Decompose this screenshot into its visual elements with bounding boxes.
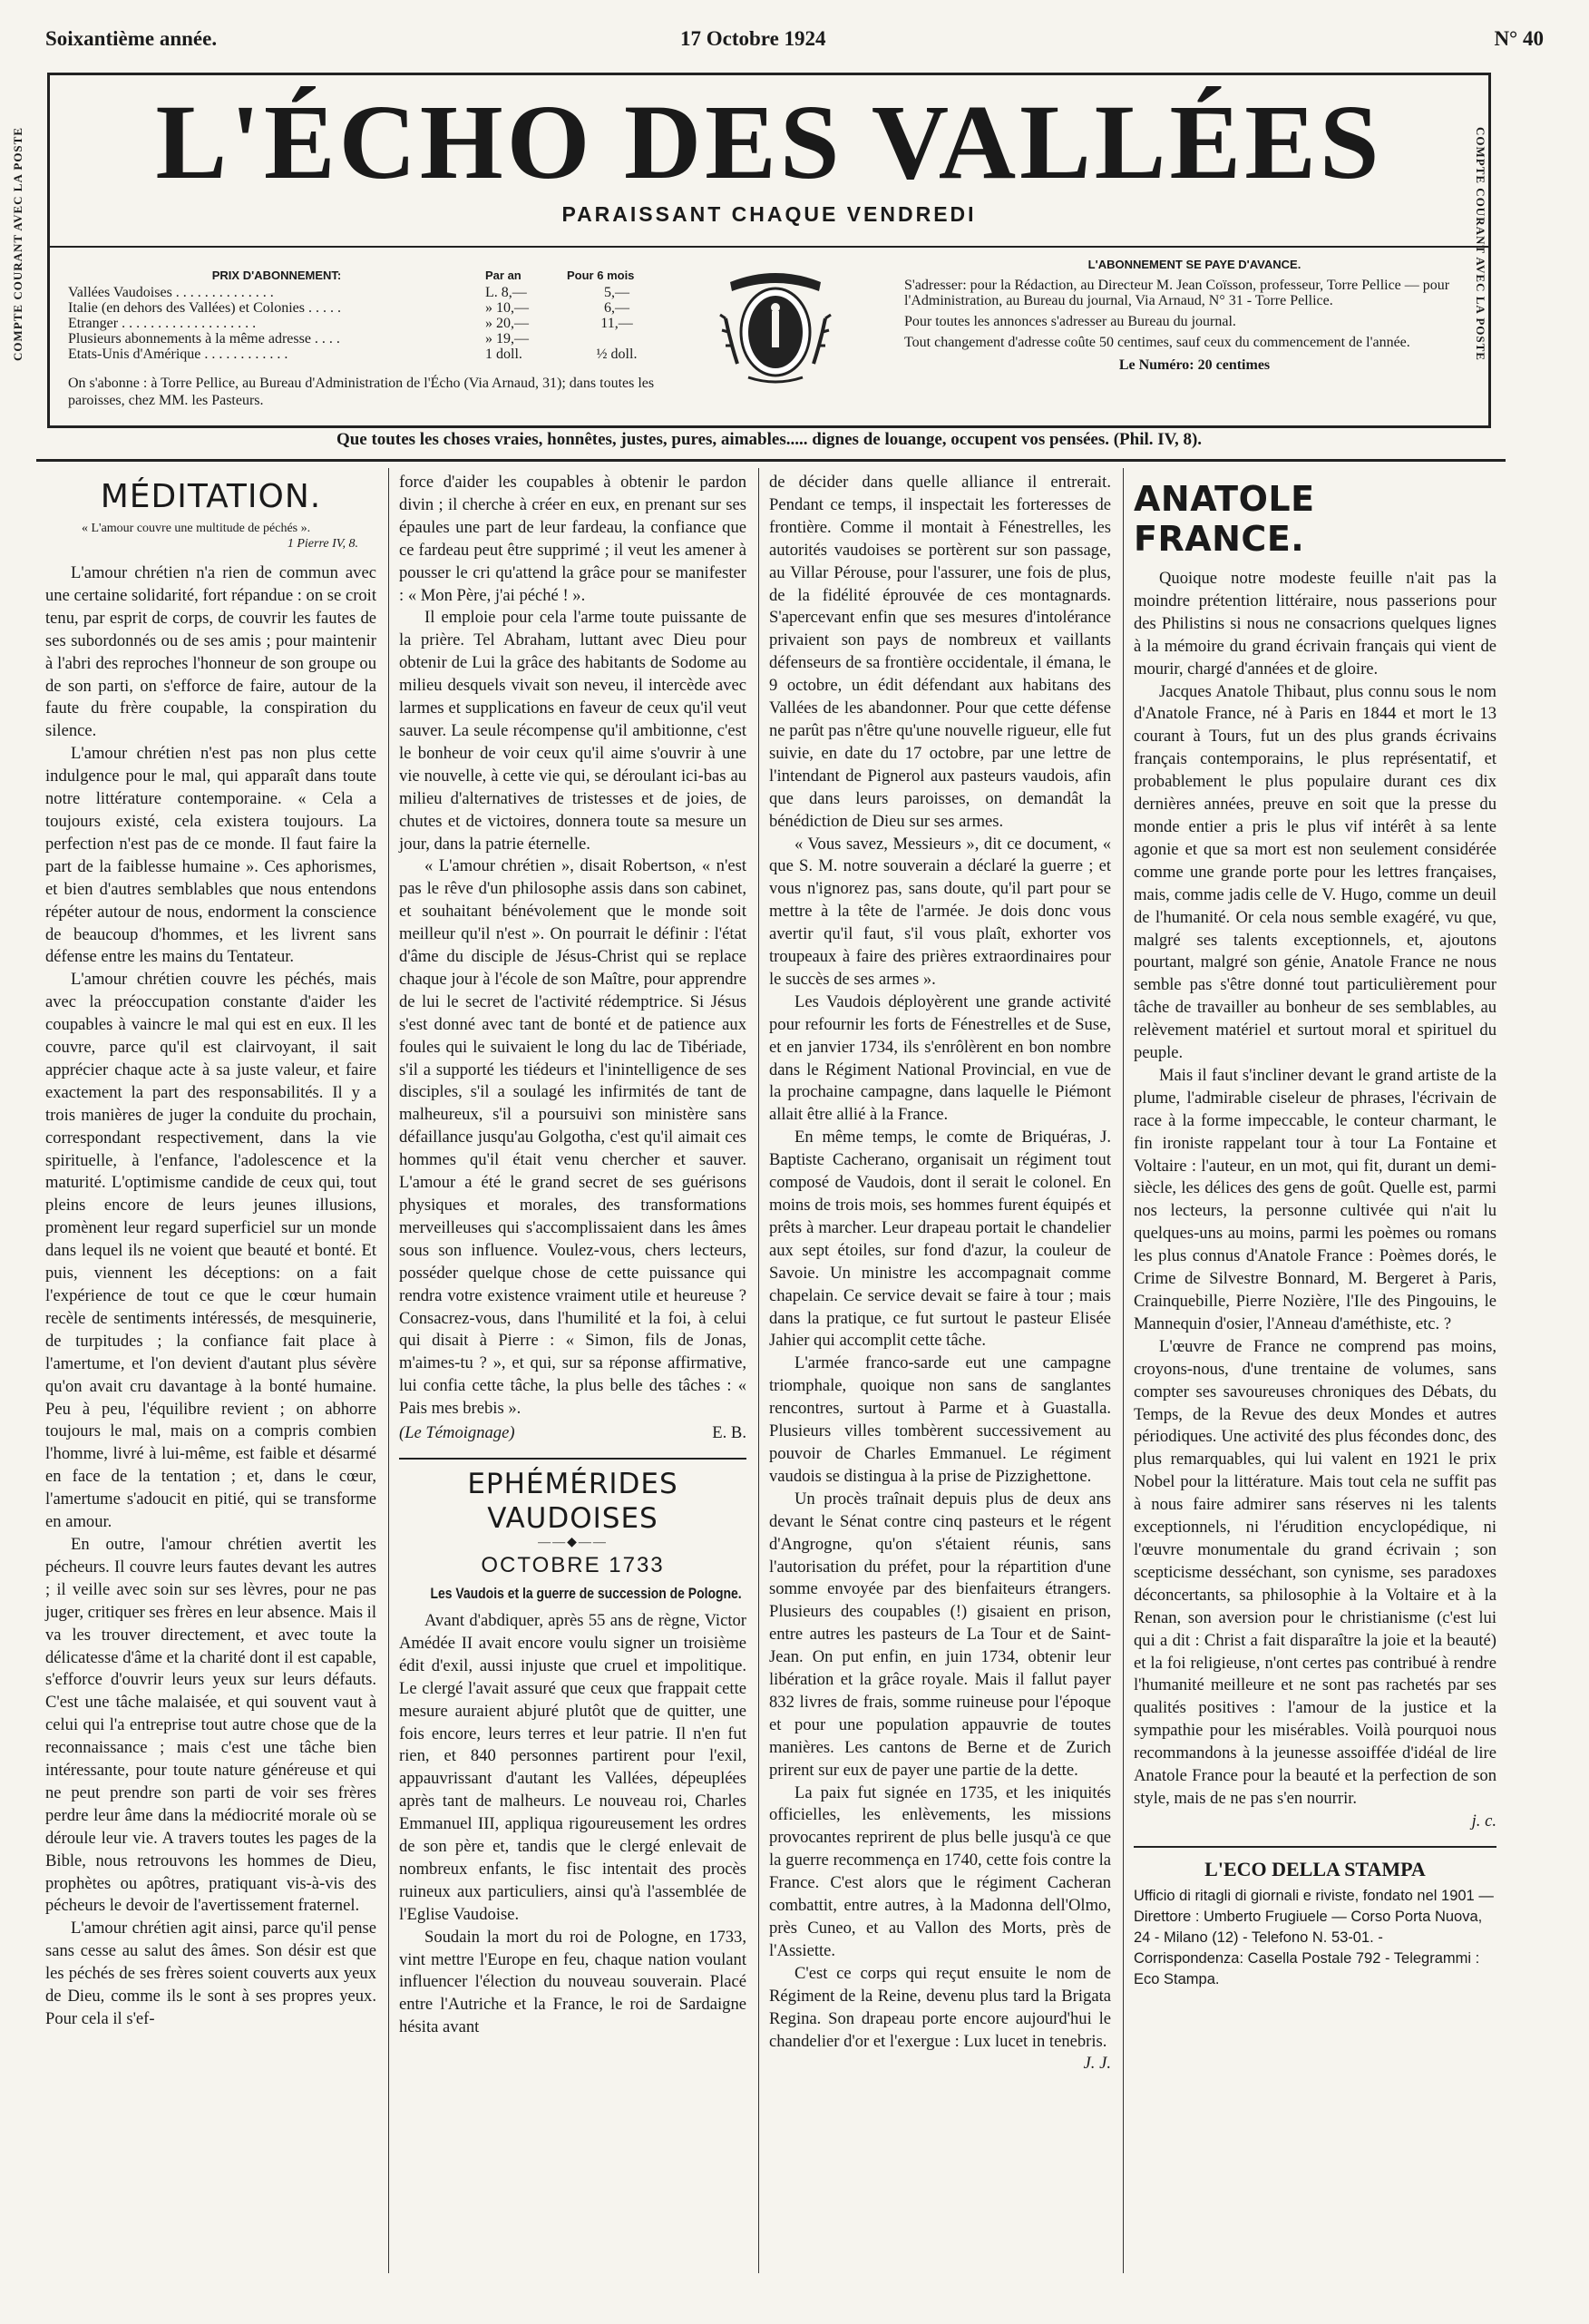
price-row bbox=[68, 316, 667, 331]
price-year: » 19,— bbox=[485, 331, 529, 347]
ad-title: L'ECO DELLA STAMPA bbox=[1204, 1857, 1426, 1880]
section-date: OCTOBRE 1733 bbox=[481, 1552, 665, 1577]
price-row bbox=[68, 347, 667, 362]
waldensian-emblem-icon bbox=[712, 255, 839, 391]
price-label: Etranger . . . . . . . . . . . . . . . . . . . bbox=[68, 316, 257, 331]
paragraph: L'armée franco-sarde eut une campagne triomphale, quoique non sans de sanglantes rencontres, surtout à Parme et à Guastalla. Plusieurs villes tombèrent successivement au pouvoir de Charles Emmanuel. Le régiment vaudois se distingua à la prise de Pizzighettone. bbox=[769, 1353, 1111, 1486]
paragraph: La paix fut signée en 1735, et les iniquités officielles, les enlèvements, les missions provocantes reprirent de plus belle jusqu'à ce que la guerre recommença en 1740, cette fois contre la France. C'est alors que le régiment Cacheran combattit, entre autres, à la Madonna dell'Olmo, près Cuneo, et au Vallon des Morts, près de l'Assiette. bbox=[769, 1782, 1111, 1960]
author-initials: E. B. bbox=[712, 1423, 746, 1443]
paragraph: L'amour chrétien n'est pas non plus cette indulgence pour le mal, qui apparaît dans toute notre littérature contemporaine. « Cela a toujours existé, cela existera toujours. La perfection n'est pas de ce monde. Il faut faire la part de la faiblesse humaine ». Ces aphorismes, et bien d'autres semblables que nous entendons répéter autour de nous, endorment la conscience de beaucoup d'hommes, et les livrent sans défense entre les mains du Tentateur. bbox=[45, 744, 376, 967]
paragraph: « Vous savez, Messieurs », dit ce document, « que S. M. notre souverain a déclaré la guerre ; et vous n'ignorez pas, sans doute, qu'il part pour se mettre à la tête de l'armée. Je dois donc vous avertir qu'il faut, s'il vous plaît, exhorter vos troupeaux à faire des prières extraordinaires pour le succès de ses armes ». bbox=[769, 834, 1111, 989]
price-row bbox=[68, 331, 667, 347]
author-initials: j. c. bbox=[1471, 1811, 1496, 1831]
price-year: L. 8,— bbox=[485, 285, 527, 300]
paragraph: L'amour chrétien couvre les péchés, mais avec la préoccupation constante d'aider les coupables à vaincre le mal qui est en eux. Il les couvre, parce qu'il est clairvoyant, il sait apprécier chaque acte à sa juste valeur, et faire exactement la part des responsabilités. Il y a trois manières de juger la conduite du prochain, correspondant respectivement, dans la vie spirituelle, à l'enfance, l'adolescence et la maturité. L'optimisme candide de ceux qui, tout pleins encore de leurs jeunes illusions, promènent leur regard superficiel sur un monde dans lequel ils ne voient que beauté et bonté. Et puis, viennent les déceptions: on a fait l'expérience de tout ce que le cœur humain recèle de sentiments intéressés, de mesquinerie, de turpitudes ; la confiance fait place à l'amertume, et l'on devient d'autant plus sévère qu'on avait cru davantage à la bonté humaine. Peu à peu, l'équilibre revient ; on abhorre toujours le mal, mais on a compris combien l'homme, livré à lui-même, est faible et désarmé en face de la tentation ; et, dans le cœur, l'amertume s'adoucit en pitié, qui se transforme en amour. bbox=[45, 970, 376, 1532]
volume-year: Soixantième année. bbox=[45, 27, 218, 50]
epigraph-ref: 1 Pierre IV, 8. bbox=[287, 537, 358, 551]
masthead bbox=[47, 73, 1491, 428]
source: (Le Témoignage) bbox=[399, 1423, 515, 1443]
price-year: 1 doll. bbox=[485, 347, 522, 362]
col-year-heading: Par an bbox=[485, 269, 522, 282]
column-meditation-cont bbox=[399, 472, 746, 2039]
side-text-right: COMPTE COURANT AVEC LA POSTE bbox=[1474, 127, 1487, 361]
price-label: Plusieurs abonnements à la même adresse . . . . bbox=[68, 331, 340, 347]
epigraph-text: « L'amour couvre une multitude de péchés ». bbox=[82, 522, 311, 535]
ad-body: Ufficio di ritagli di giornali e riviste, fondato nel 1901 — Direttore : Umberto Frugiuele — Corso Porta Nuova, 24 - Milano (12) - Telefono N. 53-01. - Corrispondenza: Casella Postale 792 - Telegrammi : Eco Stampa. bbox=[1134, 1887, 1494, 1987]
price-year: » 20,— bbox=[485, 316, 529, 331]
paragraph: C'est ce corps qui reçut ensuite le nom de Régiment de la Reine, devenu plus tard la Brigata Regina. Son drapeau porte encore aujourd'hui le chandelier d'or et l'exergue : Lux lucet in tenebris. bbox=[769, 1963, 1111, 2051]
ornament-icon: ——◆—— bbox=[538, 1535, 608, 1549]
price-label: Vallées Vaudoises . . . . . . . . . . . . . . bbox=[68, 285, 274, 300]
paragraph: force d'aider les coupables à obtenir le pardon divin ; il cherche à créer en eux, en prenant sur ses épaules une part de leur fardeau, la confiance que ce fardeau peut être supprimé ; il veut les amener à pousser le cri qu'attend la grâce pour se manifester : « Mon Père, j'ai péché ! ». bbox=[399, 473, 746, 605]
paragraph: Soudain la mort du roi de Pologne, en 1733, vint mettre l'Europe en feu, chaque nation voulant influencer l'élection du nouveau souverain. Placé entre l'Autriche et la France, le roi de Sardaigne hésita avant bbox=[399, 1927, 746, 2037]
paragraph: L'amour chrétien agit ainsi, parce qu'il pense sans cesse au salut des âmes. Son désir est que les péchés de ses frères soient couverts aux yeux de Dieu, comme ils le sont à ses propres yeux. Pour cela il s'ef- bbox=[45, 1919, 376, 2028]
ephemerides-header bbox=[399, 1458, 746, 1605]
paragraph: L'amour chrétien n'a rien de commun avec une certaine solidarité, fort répandue : on se croit tenu, par esprit de corps, de couvrir les fautes de ses subordonnés ou de ses amis ; pour maintenir à l'abri des reproches l'honneur de son groupe ou de son parti, on s'efforce de faire, autour de la faute du frère coupable, la conspiration du silence. bbox=[45, 563, 377, 741]
price-row bbox=[68, 300, 667, 316]
price-year: » 10,— bbox=[485, 300, 529, 316]
masthead-divider bbox=[50, 246, 1488, 248]
column-meditation bbox=[45, 472, 376, 2031]
paragraph: de décider dans quelle alliance il entrerait. Pendant ce temps, il inspectait les forteresses de frontière. Comme il montait à Fénestrelles, les autorités vaudoises se portèrent sur son passage, au Villar Pérouse, pour l'assurer, une fois de plus, de la fidélité éprouvée de ces montagnards. S'apercevant enfin que ses mesures d'intolérance privaient son pays de nombreux et vaillants défenseurs de sa frontière occidentale, il émana, le 9 octobre, un édit défendant aux habitans des Vallées de les abandonner. Pour que cette défense ne parût pas n'être qu'une nouvelle rigueur, elle fut suivie, en date du 17 octobre, par une lettre de l'intendant de Pignerol aux pasteurs vaudois, afin que dans leurs paroisses, on demandât la bénédiction de Dieu sur ses armes. bbox=[769, 473, 1111, 831]
address-change-info: Tout changement d'adresse coûte 50 centimes, sauf ceux du commencement de l'année. bbox=[904, 335, 1410, 350]
signature bbox=[399, 1422, 746, 1445]
paragraph: En même temps, le comte de Briquéras, J. Baptiste Cacherano, organisait un régiment tout composé de Vaudois, dont il serait le colonel. En moins de trois mois, ses hommes furent équipés et prêts à marcher. Leur drapeau portait le chandelier aux sept étoiles, sur fond d'azur, la couleur de Savoie. Un ministre les accompagnait comme chapelain. Ce service devait se faire à tour ; mais dans la pratique, ce fut surtout le pasteur Elisée Jahier qui accomplit cette tâche. bbox=[769, 1128, 1111, 1351]
section-subtitle: Les Vaudois et la guerre de succession de Pologne. bbox=[430, 1584, 742, 1602]
paragraph: Un procès traînait depuis plus de deux ans devant le Sénat contre cinq pasteurs et le régent d'Angrogne, qu'on s'étaient réunis, sans l'autorisation du préfet, pour la répartition d'une somme envoyée par des bienfaiteurs étrangers. Plusieurs des coupables (!) gisaient en prison, entre autres les pasteurs de La Tour et de Saint-Jean. On put enfin, en juin 1734, obtenir leur libération et la grâce royale. Mais il fallut payer 832 livres de frais, somme ruineuse pour l'époque et pour une population appauvrie de toutes manières. Les cantons de Berne et de Zurich prirent sur eux de payer une partie de la dette. bbox=[769, 1489, 1111, 1780]
issue-price: Le Numéro: 20 centimes bbox=[1118, 357, 1271, 373]
paragraph: Quoique notre modeste feuille n'ait pas la moindre prétention littéraire, nous passerions pour des Philistins si nous ne consacrions quelques lignes à la mémoire du grand écrivain français qui vient de mourir, chargé d'années et de gloire. bbox=[1134, 569, 1496, 679]
prices-heading: PRIX D'ABONNEMENT: bbox=[211, 269, 342, 282]
paragraph: « L'amour chrétien », disait Robertson, « n'est pas le rêve d'un philosophe assis dans son cabinet, et souhaitant bénévolement que le monde soit meilleur qu'il n'est ». On pourrait le définir : l'état d'âme du disciple de Jésus-Christ qui se replace chaque jour à l'école de son Maître, pour apprendre de lui le secret de l'activité rédemptrice. Si Jésus s'est donné avec tant de bonté et de patience aux foules qui le suivaient le long du lac de Tibériade, s'il a supporté les tiédeurs et l'inintelligence de ses disciples, s'il a soulagé les infirmités de tant de malheureux, s'il a poursuivi son ministère sans défaillance jusqu'au Golgotha, c'est qu'il aimait ces hommes qu'il était venu chercher et sauver. L'amour a été le grand secret de ses guérisons physiques et morales, des transformations merveilleuses qui s'accomplissaient dans les âmes sous son influence. Voulez-vous, chers lecteurs, posséder quelque chose de cette puissance qui rendra votre existence vraiment utile et heureuse ? Consacrez-vous, dans l'humilité et la foi, à celui qui disait à Pierre : « Simon, fils de Jonas, m'aimes-tu ? », et qui, sur sa réponse affirmative, lui confia cette tâche, la plus belle des tâches : « Pais mes brebis ». bbox=[399, 856, 746, 1419]
column-divider bbox=[1123, 468, 1124, 2273]
side-text-left: COMPTE COURANT AVEC LA POSTE bbox=[11, 127, 24, 361]
paragraph: En outre, l'amour chrétien avertit les pécheurs. Il couvre leurs fautes devant les autres ; il veille avec soin sur ses lèvres, pour ne pas juger, critiquer ses frères en leur absence. Mais il va les trouver directement, et avec toute la délicatesse d'âme et la charité dont il est capable, s'efforce d'ouvrir leurs yeux sur leurs défauts. C'est une tâche malaisée, et qui souvent vaut à celui qui l'a entreprise tout autre chose que de la reconnaissance ; mais c'est une tâche bien intéressante, pour toute nature généreuse et qui ne peut prendre son parti de voir ses frères perdre leur âme dans la médiocrité morale où se déroule leur vie. A travers toutes les pages de la Bible, nous retrouvons les hommes de Dieu, prophètes ou apôtres, pratiquant vis-à-vis des pécheurs le devoir de l'avertissement fraternel. bbox=[45, 1534, 376, 1916]
ads-info: Pour toutes les annonces s'adresser au Bureau du journal. bbox=[904, 314, 1236, 329]
paragraph: Avant d'abdiquer, après 55 ans de règne, Victor Amédée II avait encore voulu signer un troisième édit d'exil, aussi injuste que cruel et impolitique. Le clergé l'avait assuré que ceux que frappait cette mesure auraient abjuré plutôt que de quitter, une fois encore, leurs terres et leur patrie. Il n'en fut rien, et 840 personnes partirent pour l'exil, appauvrissant d'autant les Vallées, dépeuplées après tant de malheurs. Le nouveau roi, Charles Emmanuel III, appliqua rigoureusement les ordres de son père et, tandis que le clergé enlevait de nombreux enfants, le fisc intentait des procès ruineux aux particuliers, ainsi qu'à l'assemblée de l'Eglise Vaudoise. bbox=[399, 1610, 746, 1924]
column-divider bbox=[388, 468, 389, 2273]
price-label: Italie (en dehors des Vallées) et Colonies . . . . . bbox=[68, 300, 341, 316]
author-initials: J. J. bbox=[1083, 2054, 1111, 2074]
newspaper-title: L'ÉCHO DES VALLÉES bbox=[155, 83, 1383, 201]
col-half-heading: Pour 6 mois bbox=[567, 269, 635, 282]
column-ephemerides-cont bbox=[769, 472, 1111, 2075]
newspaper-subtitle: PARAISSANT CHAQUE VENDREDI bbox=[561, 202, 977, 226]
article-title: MÉDITATION. bbox=[100, 478, 322, 515]
price-row bbox=[68, 285, 667, 300]
issue-date: 17 Octobre 1924 bbox=[680, 27, 826, 50]
address-info: S'adresser: pour la Rédaction, au Directeur M. Jean Coïsson, professeur, Torre Pellice — pour l'Administration, au Bureau du journal, Via Arnaud, N° 31 - Torre Pellice. bbox=[904, 278, 1450, 308]
column-anatole-france bbox=[1134, 472, 1496, 1990]
motto-rule bbox=[36, 459, 1506, 462]
section-title: EPHÉMÉRIDES VAUDOISES bbox=[467, 1467, 678, 1535]
column-divider bbox=[758, 468, 759, 2273]
abon-heading: L'ABONNEMENT SE PAYE D'AVANCE. bbox=[1087, 258, 1301, 271]
subscription-prices bbox=[68, 268, 667, 409]
subscribe-note: On s'abonne : à Torre Pellice, au Bureau d'Administration de l'Écho (Via Arnaud, 31); dans toutes les paroisses, chez MM. les Pasteurs. bbox=[68, 376, 655, 408]
issue-number: N° 40 bbox=[1494, 27, 1544, 50]
motto: Que toutes les choses vraies, honnêtes, justes, pures, aimables..... dignes de louange, occupent vos pensées. (Phil. IV, 8). bbox=[336, 430, 1203, 449]
paragraph: Les Vaudois déployèrent une grande activité pour refournir les forts de Fénestrelles et de Suse, et en janvier 1734, ils s'enrôlèrent en bon nombre dans le Régiment National Provincial, en vue de la prochaine campagne, dans laquelle le Piémont allait être allié à la France. bbox=[769, 991, 1111, 1125]
price-half bbox=[567, 331, 667, 347]
paragraph: Il emploie pour cela l'arme toute puissante de la prière. Tel Abraham, luttant avec Dieu pour obtenir de Lui la grâce des habitants de Sodome au milieu desquels vivait son neveu, il intercède avec larmes et supplications en faveur de ceux qu'il veut sauver. La seule récompense qu'il ambitionne, c'est le bonheur de voir ceux qu'il aime s'ouvrir à une vie nouvelle, à cette vie qui, se déroulant ici-bas au milieu d'alternatives de tristesses et de joies, de chutes et de victoires, donnera toute sa mesure un jour, dans la patrie éternelle. bbox=[399, 608, 746, 854]
prices-header bbox=[68, 268, 667, 283]
subscription-info bbox=[904, 257, 1485, 373]
title-box bbox=[50, 75, 1488, 239]
top-bar bbox=[45, 27, 1544, 63]
price-half: 5,— bbox=[604, 285, 629, 300]
price-half: ½ doll. bbox=[596, 347, 638, 362]
price-half: 11,— bbox=[600, 316, 633, 331]
paragraph: Jacques Anatole Thibaut, plus connu sous le nom d'Anatole France, né à Paris en 1844 et mort le 13 courant à Tours, fut un des plus grands écrivains français contemporains, le plus représentatif, et probablement le plus populaire durant ces dix dernières années, preuve en soit que la presse du monde entier a pris le plus vif intérêt à sa lente agonie et que sa mort est non seulement considérée comme une grande porte pour les lettres françaises, mais, comme jadis celle de V. Hugo, comme un deuil de l'humanité. Or cela nous semble exagéré, vu que, malgré ses talents exceptionnels, et, ajoutons pourtant, malgré son génie, Anatole France ne nous semble pas s'être donné tout particulièrement pour tâche de travailler au bonheur de ses semblables, au relèvement matériel et surtout moral et spirituel du peuple. bbox=[1134, 681, 1496, 1063]
epigraph bbox=[82, 521, 376, 552]
price-half: 6,— bbox=[604, 300, 629, 316]
article-title: ANATOLE FRANCE. bbox=[1134, 479, 1315, 559]
paragraph: Mais il faut s'incliner devant le grand artiste de la plume, l'admirable ciseleur de phrases, l'écrivain de race à la forme impeccable, le conteur charmant, le fin ironiste rappelant tour à tour La Fontaine et Voltaire : l'auteur, en un mot, qui fit, durant un demi-siècle, les délices des gens de goût. Quelle est, parmi nos lecteurs, la personne cultivée qui n'ait lu quelques-uns au moins, parmi les poèmes ou romans les plus connus d'Anatole France : Poèmes dorés, le Crime de Silvestre Bonnard, M. Bergeret à Paris, Crainquebille, Pierre Nozière, l'Ile des Pingouins, le Mannequin d'osier, l'Anneau d'améthiste, etc. ? bbox=[1134, 1065, 1496, 1333]
paragraph: L'œuvre de France ne comprend pas moins, croyons-nous, d'une trentaine de volumes, sans compter ses savoureuses chroniques des Débats, du Temps, de la Revue des deux Mondes et autres périodiques. Une activité des plus fécondes donc, des plus remarquables, qui lui valent en 1921 le prix Nobel pour la littérature. Mais tout cela ne suffit pas à nous faire admirer sans réserves ni les talents exceptionnels, ni l'érudition encyclopédique, ni l'œuvre monumentale du grand écrivain ; son scepticisme desséchant, son cynisme, ses paradoxes déconcertants, sa philosophie à la Voltaire et à la Renan, son aversion pour le christianisme (c'est lui qui a dit : Christ a fait disparaître la joie et la beauté) et la foi religieuse, n'ont certes pas contribué à rendre l'humanité meilleure et ne sont pas rachetés par ses qualités positives : l'amour de la justice et la sympathie pour les misérables. Voilà pourquoi nous recommandons à la jeunesse assoiffée d'idéal de lire Anatole France pour la beauté et la perfection de son style, mais de ne pas s'en nourrir. bbox=[1134, 1336, 1496, 1808]
price-label: Etats-Unis d'Amérique . . . . . . . . . . . . bbox=[68, 347, 288, 362]
eco-della-stampa-ad bbox=[1134, 1846, 1496, 1990]
